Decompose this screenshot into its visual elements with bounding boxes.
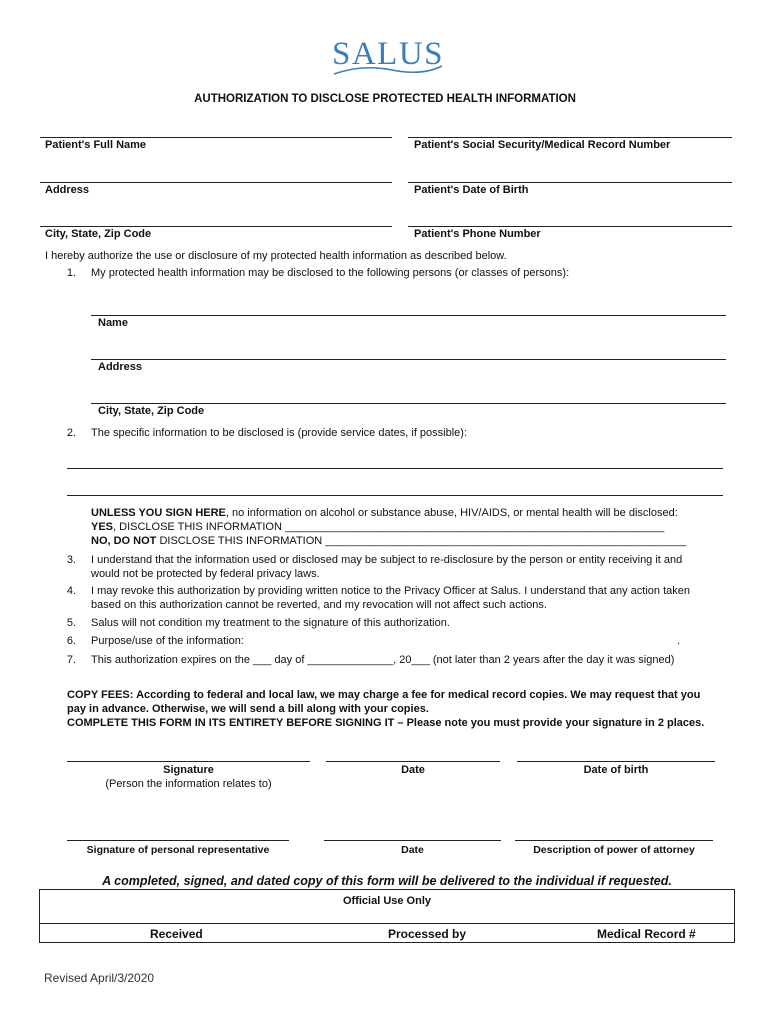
dob-sign-line[interactable]: [517, 761, 715, 762]
form-title: AUTHORIZATION TO DISCLOSE PROTECTED HEALTH INFORMATION: [194, 93, 576, 105]
intro-text: I hereby authorize the use or disclosure of my protected health information as described below.: [45, 250, 507, 262]
item-6-number: 6.: [66, 635, 76, 647]
item-1-number: 1.: [66, 267, 76, 279]
signature-line[interactable]: [67, 761, 310, 762]
official-use-title: Official Use Only: [342, 895, 432, 907]
poa-label: Description of power of attorney: [533, 844, 695, 856]
signature-note: (Person the information relates to): [105, 778, 272, 790]
recipient-name-label: Name: [98, 317, 128, 329]
item-2-text: The specific information to be disclosed is (provide service dates, if possible):: [91, 427, 468, 439]
item-6-end: .: [677, 635, 681, 647]
item-3-number: 3.: [66, 554, 76, 566]
recipient-address-label: Address: [98, 361, 143, 373]
item-2-number: 2.: [66, 427, 76, 439]
rep-signature-line[interactable]: [67, 840, 289, 841]
full-name-line[interactable]: [40, 137, 392, 138]
yes-bold: YES: [91, 521, 114, 533]
recipient-address-line[interactable]: [91, 359, 726, 360]
phone-label: Patient's Phone Number: [414, 228, 541, 240]
date-label-1: Date: [401, 764, 425, 776]
yes-rest: , DISCLOSE THIS INFORMATION ______________________________________________________________: [113, 521, 665, 533]
copy-fees-line-2: pay in advance. Otherwise, we will send a bill along with your copies.: [67, 703, 429, 715]
processed-by-label: Processed by: [388, 927, 467, 941]
copy-fees-line-1: COPY FEES: According to federal and local law, we may charge a fee for medical record copies. We may request that you: [67, 689, 701, 701]
ssn-line[interactable]: [408, 137, 732, 138]
logo-swoosh-icon: [332, 62, 444, 78]
unless-text: [91, 507, 678, 519]
item-7-text: This authorization expires on the ___ day of ______________, 20___ (not later than 2 years after the day it was signed): [91, 654, 675, 666]
medical-record-label: Medical Record #: [597, 927, 696, 941]
city-line[interactable]: [40, 226, 392, 227]
received-label: Received: [150, 927, 203, 941]
item-5-number: 5.: [66, 617, 76, 629]
no-bold: NO, DO NOT: [91, 535, 157, 547]
revised-date: Revised April/3/2020: [44, 971, 155, 985]
dob-line[interactable]: [408, 182, 732, 183]
phone-line[interactable]: [408, 226, 732, 227]
dob-sign-label: Date of birth: [583, 764, 649, 776]
recipient-city-label: City, State, Zip Code: [98, 405, 205, 417]
info-line-2[interactable]: [67, 495, 723, 496]
rep-signature-label: Signature of personal representative: [86, 844, 270, 856]
delivery-notice: A completed, signed, and dated copy of this form will be delivered to the individual if requested.: [102, 874, 672, 888]
item-7-number: 7.: [66, 654, 76, 666]
address-line[interactable]: [40, 182, 392, 183]
dob-label: Patient's Date of Birth: [414, 184, 529, 196]
item-4-number: 4.: [66, 585, 76, 597]
ssn-label: Patient's Social Security/Medical Record Number: [414, 139, 671, 151]
info-line-1[interactable]: [67, 468, 723, 469]
date-label-2: Date: [401, 844, 424, 856]
item-4-text-b: based on this authorization cannot be reverted, and my revocation will not affect such actions.: [91, 599, 547, 611]
full-name-label: Patient's Full Name: [45, 139, 147, 151]
no-line[interactable]: [91, 535, 686, 547]
signature-label: Signature: [163, 764, 214, 776]
address-label: Address: [45, 184, 90, 196]
item-3-text-b: would not be protected by federal privacy laws.: [91, 568, 320, 580]
item-6-text: Purpose/use of the information:: [91, 635, 244, 647]
copy-fees-line-3: COMPLETE THIS FORM IN ITS ENTIRETY BEFORE SIGNING IT – Please note you must provide your signature in 2 places.: [67, 717, 705, 729]
item-5-text: Salus will not condition my treatment to the signature of this authorization.: [91, 617, 450, 629]
no-rest: DISCLOSE THIS INFORMATION ___________________________________________________________: [156, 535, 687, 547]
unless-rest: , no information on alcohol or substance abuse, HIV/AIDS, or mental health will be disclosed:: [225, 507, 678, 519]
unless-bold: UNLESS YOU SIGN HERE: [91, 507, 226, 519]
item-1-text: My protected health information may be disclosed to the following persons (or classes of persons):: [91, 267, 570, 279]
yes-line[interactable]: [91, 521, 664, 533]
logo-text: SALUS: [332, 36, 445, 72]
official-use-box: [39, 889, 735, 943]
recipient-city-line[interactable]: [91, 403, 726, 404]
salus-logo: [332, 36, 445, 76]
poa-line[interactable]: [515, 840, 713, 841]
date-line-1[interactable]: [326, 761, 500, 762]
city-label: City, State, Zip Code: [45, 228, 152, 240]
date-line-2[interactable]: [324, 840, 501, 841]
recipient-name-line[interactable]: [91, 315, 726, 316]
item-4-text-a: I may revoke this authorization by providing written notice to the Privacy Officer at Salus. I understand that any action taken: [91, 585, 691, 597]
official-divider: [40, 923, 734, 924]
item-3-text-a: I understand that the information used or disclosed may be subject to re-disclosure by the person or entity receiving it and: [91, 554, 683, 566]
